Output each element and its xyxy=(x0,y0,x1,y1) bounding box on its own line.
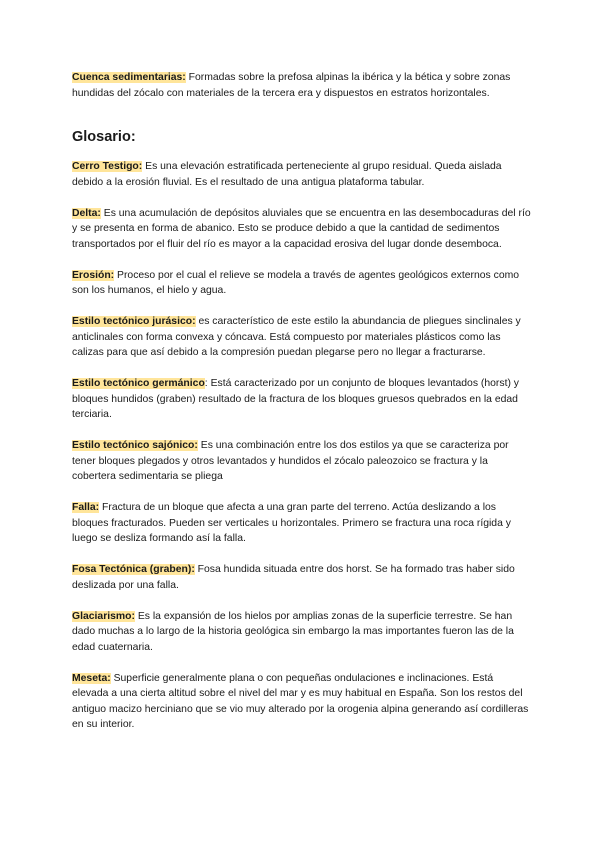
document-page xyxy=(72,70,532,733)
glossary-term: Delta: xyxy=(72,207,101,219)
glossary-definition: : Está caracterizado por un conjunto de bloques levantados (horst) y bloques hundidos (graben) resultado de la fractura de los bloques gruesos quebrados en la edad terciaria. xyxy=(72,378,520,420)
glossary-definition: Fractura de un bloque que afecta a una gran parte del terreno. Actúa deslizando a los bloques fracturados. Pueden ser verticales u horizontales. Primero se fractura una roca rígida y luego se desliza formando así la falla. xyxy=(72,502,511,544)
glossary-entry-estilo-jurasico xyxy=(72,314,532,361)
glossary-entry-delta xyxy=(72,206,532,253)
glossary-definition: Es una acumulación de depósitos aluviales que se encuentra en las desembocaduras del río y se presenta en forma de abanico. Esto se produce debido a que la cantidad de sedimentos transportados por el fluir del río es mayor a la capacidad erosiva del lugar donde desemboca. xyxy=(72,207,531,250)
glossary-heading: Glosario: xyxy=(72,129,136,145)
glossary-term: Estilo tectónico sajónico: xyxy=(72,440,198,451)
glossary-entry-falla xyxy=(72,500,532,547)
intro-definition: Formadas sobre la prefosa alpinas la ibérica y la bética y sobre zonas hundidas del zócalo con materiales de la tercera era y dispuestos en estratos horizontales. xyxy=(72,72,511,99)
glossary-entry-fosa-tectonica xyxy=(72,562,532,593)
glossary-definition: Es la expansión de los hielos por amplias zonas de la superficie terrestre. Se han dado muchas a lo largo de la historia geológica sin embargo la mas importantes fueron las de la edad cuaternaria. xyxy=(72,610,514,653)
glossary-entry-meseta xyxy=(72,671,532,733)
glossary-term: Fosa Tectónica (graben): xyxy=(72,564,195,575)
glossary-definition: Superficie generalmente plana o con pequeñas ondulaciones e inclinaciones. Está elevada a una cierta altitud sobre el nivel del mar y es muy habitual en España. Son los restos del antiguo macizo herciniano que se vio muy alterado por la orogenia alpina generando así cordilleras en su interior. xyxy=(72,672,529,730)
glossary-term: Meseta: xyxy=(72,672,111,684)
glossary-definition: Es una combinación entre los dos estilos ya que se caracteriza por tener bloques plegados y otros levantados y hundidos el zócalo paleozoico se fractura y la cobertera sedimentaria se pliega xyxy=(72,440,509,482)
glossary-entry-erosion xyxy=(72,268,532,299)
glossary-definition: Fosa hundida situada entre dos horst. Se ha formado tras haber sido deslizada por una falla. xyxy=(72,564,515,591)
glossary-definition: es característico de este estilo la abundancia de pliegues sinclinales y anticlinales con forma convexa y cóncava. Está compuesto por materiales plásticos como las calizas para que así debido a la compresión puedan plegarse pero no llegar a fracturarse. xyxy=(72,316,521,358)
glossary-entry-glaciarismo xyxy=(72,609,532,656)
glossary-term: Falla: xyxy=(72,502,100,513)
intro-entry xyxy=(72,70,532,101)
glossary-entry-estilo-sajonico xyxy=(72,438,532,485)
glossary-entry-cerro-testigo xyxy=(72,159,532,190)
glossary-term: Erosión: xyxy=(72,269,115,281)
glossary-term: Estilo tectónico germánico xyxy=(72,378,205,389)
glossary-definition: Proceso por el cual el relieve se modela a través de agentes geológicos externos como son los humanos, el hielo y agua. xyxy=(72,269,520,296)
glossary-entry-estilo-germanico xyxy=(72,376,532,423)
intro-term: Cuenca sedimentarias: xyxy=(72,72,186,83)
glossary-definition: Es una elevación estratificada perteneciente al grupo residual. Queda aislada debido a la erosión fluvial. Es el resultado de una antigua plataforma tabular. xyxy=(72,161,502,188)
glossary-term: Cerro Testigo: xyxy=(72,161,143,172)
glossary-term: Glaciarismo: xyxy=(72,610,135,622)
glossary-term: Estilo tectónico jurásico: xyxy=(72,316,196,327)
